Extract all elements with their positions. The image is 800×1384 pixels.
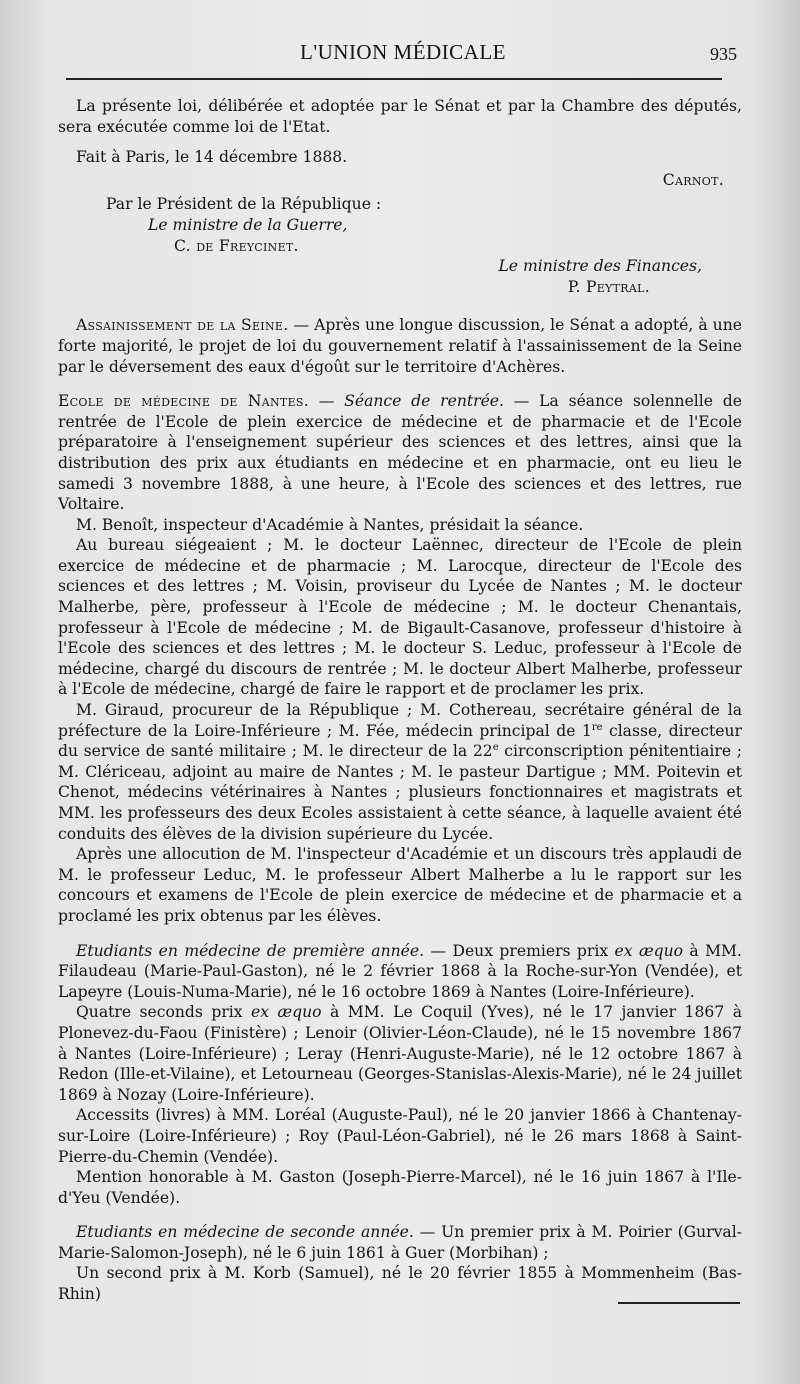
signature-freycinet	[58, 236, 742, 257]
law-paragraph: La présente loi, délibérée et adoptée par le Sénat et par la Chambre des députés, sera exécutée comme loi de l'Etat.	[58, 97, 742, 136]
premiere-annee-paragraph	[58, 941, 742, 1003]
signature-carnot	[58, 170, 742, 191]
assainissement-heading: Assainissement de la Seine.	[76, 316, 289, 335]
ecole-paragraph	[58, 391, 742, 515]
ecole-intro: — La séance solennelle de rentrée de l'Ecole de plein exercice de médecine et de pharmacie et de l'Ecole préparatoire à l'enseignement supérieur des sciences et des lettres, ainsi que la distribution des prix aux étudiants en médecine et en pharmacie, ont eu lieu le samedi 3 novembre 1888, à une heure, à l'Ecole des sciences et des lettres, rue Voltaire.	[58, 392, 742, 514]
second-prix-paragraph: Un second prix à M. Korb (Samuel), né le 20 février 1855 à Mommenheim (Bas-Rhin)	[58, 1264, 742, 1304]
body-text	[58, 96, 742, 1305]
running-header	[0, 40, 800, 74]
seconds-prix-paragraph	[58, 1002, 742, 1105]
giraud-paragraph	[58, 700, 742, 844]
freycinet-name: C. de Freycinet.	[174, 236, 299, 255]
premiere-annee-heading: Etudiants en médecine de première année.	[76, 941, 425, 960]
giraud-text-c: circonscription pénitentiaire ; M. Clériceau, adjoint au maire de Nantes ; M. le pasteur Dartigue ; MM. Poitevin et Chenot, médecins vétérinaires à Nantes ; plusieurs fonctionnaires et magistrats et MM. les professeurs des deux Ecoles assistaient à cette séance, à laquelle avaient été conduits des élèves de la division supérieure du Lycée.	[58, 742, 742, 843]
seconds-ex-aequo: ex æquo	[251, 1003, 322, 1022]
ecole-heading: Ecole de médecine de Nantes.	[58, 392, 309, 411]
giraud-text-b: classe, directeur du service de santé militaire ; M. le directeur de la 22	[58, 721, 743, 761]
assainissement-body: — Après une longue discussion, le Sénat a adopté, à une forte majorité, le projet de loi du gouvernement relatif à l'assainissement de la Seine par le déversement des eaux d'égoût sur le territoire d'Achères.	[58, 316, 742, 376]
giraud-sup-re: re	[591, 721, 603, 733]
seconds-text-b: à MM. Le Coquil (Yves), né le 17 janvier 1867 à Plonevez-du-Faou (Finistère) ; Lenoir (Olivier-Léon-Claude), né le 15 novembre 1867 à Nantes (Loire-Inférieure) ; Leray (Henri-Auguste-Marie), né le 12 octobre 1867 à Redon (Ille-et-Vilaine), et Letourneau (Georges-Stanislas-Alexis-Marie), né le 24 juillet 1869 à Nozay (Loire-Inférieure).	[58, 1003, 742, 1104]
ecole-dash: —	[309, 392, 345, 411]
par-le-president: Par le Président de la République :	[106, 195, 382, 214]
header-rule	[66, 78, 722, 80]
peytral-name: P. Peytral.	[567, 277, 650, 296]
allocution-paragraph: Après une allocution de M. l'inspecteur d'Académie et un discours très applaudi de M. le professeur Leduc, M. le professeur Albert Malherbe a lu le rapport sur les concours et examens de l'Ecole de plein exercice de médecine et de pharmacie et a proclamé les prix obtenus par les élèves.	[58, 845, 742, 925]
premiere-text-a: — Deux premiers prix	[424, 941, 615, 960]
premiere-ex-aequo: ex æquo	[614, 941, 684, 960]
benoit-paragraph: M. Benoît, inspecteur d'Académie à Nantes, présidait la séance.	[76, 515, 584, 534]
ecole-subheading: Séance de rentrée.	[344, 392, 504, 411]
seconde-annee-heading: Etudiants en médecine de seconde année.	[76, 1223, 414, 1242]
seconds-text-a: Quatre seconds prix	[76, 1003, 252, 1022]
page-number: 935	[710, 44, 737, 64]
ministre-finances: Le ministre des Finances,	[498, 257, 702, 276]
journal-title: L'UNION MÉDICALE	[300, 40, 507, 64]
giraud-text-a: M. Giraud, procureur de la République ; M. Cothereau, secrétaire général de la préfecture de la Loire-Inférieure ; M. Fée, médecin principal de 1	[58, 701, 742, 740]
seconde-text: — Un premier prix à M. Poirier (Gurval-Marie-Salomon-Joseph), né le 6 juin 1861 à Guer (Morbihan) ;	[58, 1223, 742, 1262]
seconde-annee-paragraph	[58, 1222, 742, 1263]
assainissement-paragraph	[58, 315, 742, 377]
giraud-sup-e: e	[492, 742, 499, 754]
signature-peytral	[58, 277, 742, 298]
accessits-paragraph: Accessits (livres) à MM. Loréal (Auguste-Paul), né le 20 janvier 1866 à Chantenay-sur-Loire (Loire-Inférieure) ; Roy (Paul-Léon-Gabriel), né le 26 mars 1868 à Saint-Pierre-du-Chemin (Vendée).	[58, 1106, 742, 1166]
premiere-text-b: à MM. Filaudeau (Marie-Paul-Gaston), né le 2 février 1868 à la Roche-sur-Yon (Vendée), et Lapeyre (Louis-Numa-Marie), né le 16 octobre 1869 à Nantes (Loire-Inférieure).	[58, 941, 742, 1001]
footer-rule	[618, 1302, 740, 1304]
bureau-paragraph: Au bureau siégeaient ; M. le docteur Laënnec, directeur de l'Ecole de plein exercice de médecine et de pharmacie ; M. Larocque, directeur de l'Ecole des sciences et des lettres ; M. Voisin, proviseur du Lycée de Nantes ; M. le docteur Malherbe, père, professeur à l'Ecole de médecine ; M. le docteur Chenantais, professeur à l'Ecole de médecine ; M. de Bigault-Casanove, professeur d'histoire à l'Ecole des sciences et des lettres ; M. le docteur S. Leduc, professeur à l'Ecole de médecine, chargé du discours de rentrée ; M. le docteur Albert Malherbe, professeur à l'Ecole de médecine, chargé de faire le rapport et de proclamer les prix.	[58, 536, 742, 699]
ministre-guerre: Le ministre de la Guerre,	[148, 215, 348, 234]
carnot-name: Carnot.	[662, 170, 724, 189]
mention-paragraph: Mention honorable à M. Gaston (Joseph-Pierre-Marcel), né le 16 juin 1867 à l'Ile-d'Yeu (Vendée).	[58, 1168, 742, 1207]
law-fait: Fait à Paris, le 14 décembre 1888.	[76, 148, 348, 167]
